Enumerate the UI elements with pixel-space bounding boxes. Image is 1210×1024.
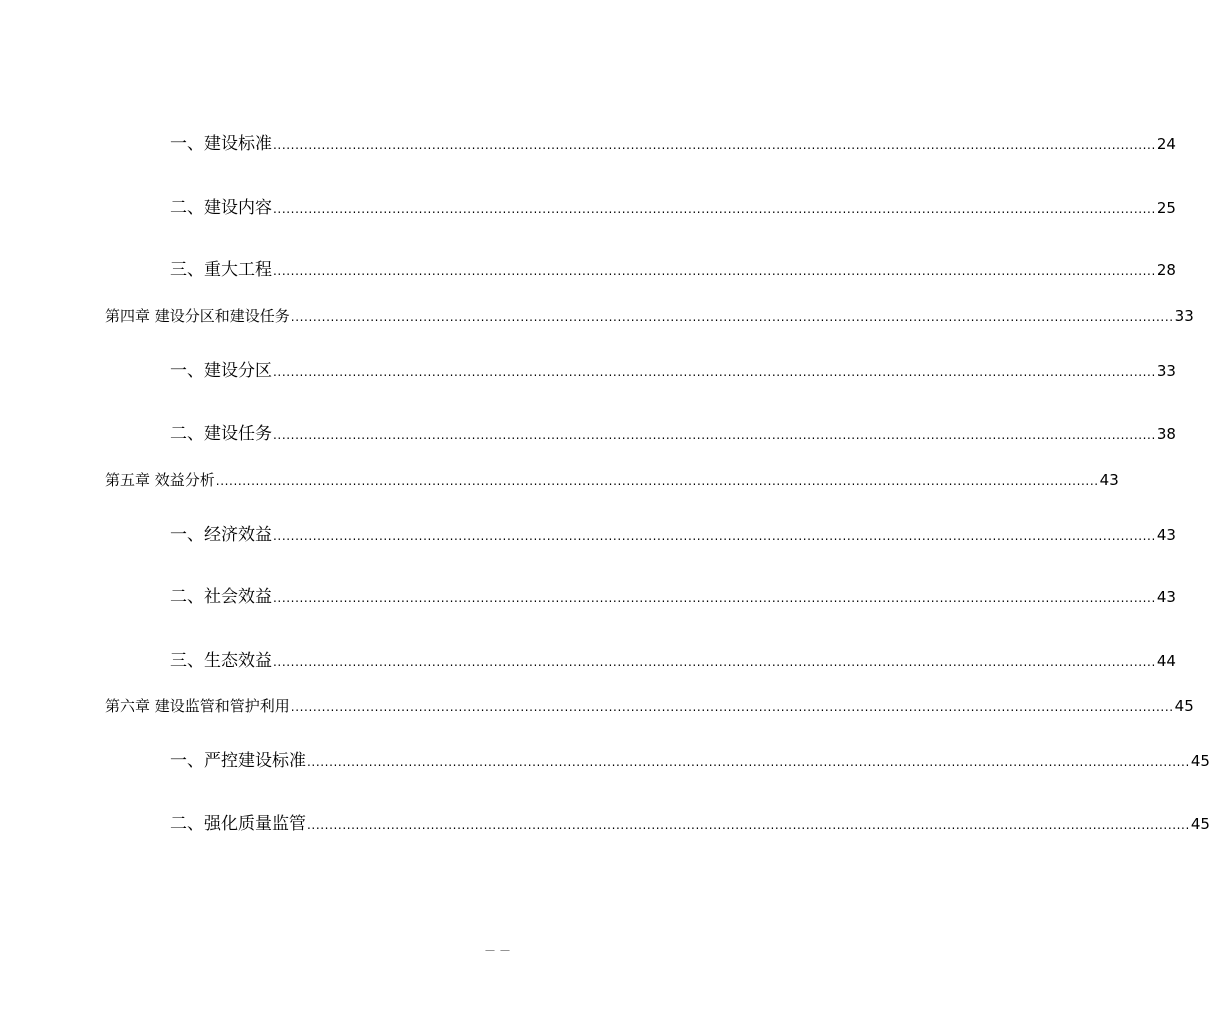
toc-entry[interactable]: [170, 255, 1176, 280]
toc-entry-title: 三、生态效益: [170, 651, 272, 671]
toc-entry[interactable]: [170, 520, 1176, 545]
toc-entry-page: 43: [1156, 588, 1176, 606]
toc-entry[interactable]: [170, 193, 1176, 218]
toc-entry-page: 33: [1156, 362, 1176, 380]
toc-leader-dots: ........................................................................................................................................................................................................: [290, 310, 1174, 324]
toc-entry-title: 三、重大工程: [170, 260, 272, 280]
toc-entry-page: 45: [1190, 815, 1210, 833]
toc-entry-title: 一、建设标准: [170, 134, 272, 154]
toc-entry-page: 25: [1156, 199, 1176, 217]
toc-entry-page: 43: [1156, 526, 1176, 544]
toc-entry-title: 二、社会效益: [170, 587, 272, 607]
toc-leader-dots: ........................................................................................................................................................................................................: [273, 591, 1156, 605]
toc-entry-title: 第五章 效益分析: [105, 471, 215, 489]
toc-chapter-entry[interactable]: [105, 305, 1194, 329]
toc-entry-title: 一、严控建设标准: [170, 751, 306, 771]
toc-entry[interactable]: [170, 356, 1176, 381]
toc-entry-page: 28: [1156, 261, 1176, 279]
toc-entry-title: 二、强化质量监管: [170, 814, 306, 834]
toc-leader-dots: ........................................................................................................................................................................................................: [290, 700, 1174, 714]
toc-entry-title: 第四章 建设分区和建设任务: [105, 307, 290, 325]
toc-entry-page: 38: [1156, 425, 1176, 443]
toc-entry-page: 45: [1190, 752, 1210, 770]
toc-entry-page: 33: [1174, 307, 1194, 325]
toc-entry[interactable]: [170, 646, 1176, 671]
toc-entry-title: 一、建设分区: [170, 361, 272, 381]
toc-entry-title: 二、建设内容: [170, 198, 272, 218]
toc-entry-page: 43: [1099, 471, 1119, 489]
toc-entry-title: 一、经济效益: [170, 525, 272, 545]
toc-chapter-entry[interactable]: [105, 469, 1119, 493]
toc-chapter-entry[interactable]: [105, 695, 1194, 719]
toc-entry[interactable]: [170, 809, 1210, 834]
toc-leader-dots: ........................................................................................................................................................................................................: [273, 529, 1156, 543]
toc-leader-dots: ........................................................................................................................................................................................................: [273, 264, 1156, 278]
toc-leader-dots: ........................................................................................................................................................................................................: [215, 474, 1099, 488]
toc-leader-dots: ........................................................................................................................................................................................................: [273, 202, 1156, 216]
toc-leader-dots: ........................................................................................................................................................................................................: [273, 655, 1156, 669]
toc-entry-page: 24: [1156, 135, 1176, 153]
toc-leader-dots: ........................................................................................................................................................................................................: [307, 818, 1190, 832]
toc-leader-dots: ........................................................................................................................................................................................................: [273, 428, 1156, 442]
toc-entry[interactable]: [170, 582, 1176, 607]
toc-leader-dots: ........................................................................................................................................................................................................: [273, 365, 1156, 379]
toc-leader-dots: ........................................................................................................................................................................................................: [307, 755, 1190, 769]
toc-entry[interactable]: [170, 746, 1210, 771]
toc-entry[interactable]: [170, 129, 1176, 154]
toc-entry-title: 第六章 建设监管和管护利用: [105, 697, 290, 715]
toc-entry-page: 45: [1174, 697, 1194, 715]
toc-entry[interactable]: [170, 419, 1176, 444]
toc-entry-title: 二、建设任务: [170, 424, 272, 444]
toc-entry-page: 44: [1156, 652, 1176, 670]
page-number-marker: －－: [484, 944, 515, 958]
toc-leader-dots: ........................................................................................................................................................................................................: [273, 138, 1156, 152]
